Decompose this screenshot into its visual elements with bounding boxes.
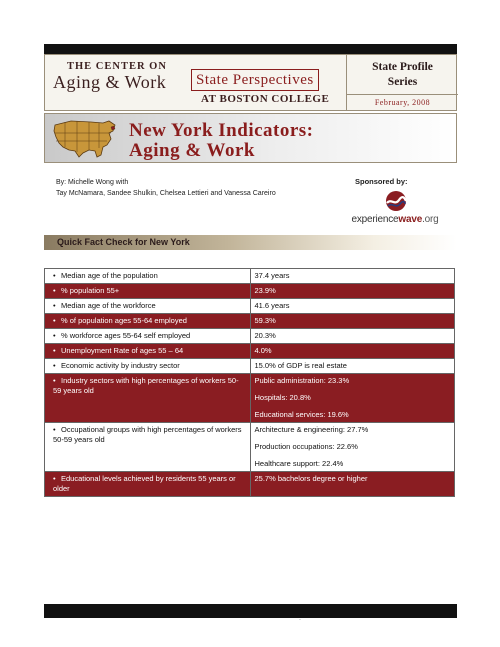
fact-label: Educational levels achieved by residents 55 years or older [53, 474, 236, 493]
fact-value: 25.7% bachelors degree or higher [254, 474, 368, 483]
fact-value-cell [250, 299, 455, 314]
bullet-icon: • [53, 331, 56, 340]
fact-label: % workforce ages 55-64 self employed [61, 331, 191, 340]
fact-label: Economic activity by industry sector [61, 361, 180, 370]
fact-value-cell [250, 284, 455, 299]
fact-value: Educational services: 19.6% [254, 410, 349, 419]
fact-value: Healthcare support: 22.4% [254, 459, 344, 468]
table-row [45, 423, 455, 472]
bullet-icon: • [53, 301, 56, 310]
fact-value: Hospitals: 20.8% [254, 393, 311, 402]
fact-label-cell [45, 472, 251, 497]
fact-value-cell [250, 329, 455, 344]
series-box [346, 54, 457, 111]
table-row [45, 374, 455, 423]
table-row [45, 299, 455, 314]
fact-value-cell [250, 359, 455, 374]
table-row [45, 344, 455, 359]
fact-label: Median age of the workforce [61, 301, 156, 310]
logo-line3: AT BOSTON COLLEGE [201, 93, 330, 105]
sponsor-wordmark: experiencewave.org [351, 214, 439, 225]
table-row [45, 284, 455, 299]
fact-label: % of population ages 55-64 employed [61, 316, 187, 325]
table-row [45, 329, 455, 344]
fact-value-cell [250, 269, 455, 284]
center-logo [45, 55, 345, 110]
fact-label-cell [45, 269, 251, 284]
fact-label: % population 55+ [61, 286, 120, 295]
bullet-icon: • [53, 361, 56, 370]
title-banner [44, 113, 457, 163]
table-row [45, 314, 455, 329]
fact-value-cell [250, 374, 455, 423]
fact-label-cell [45, 344, 251, 359]
bullet-icon: • [53, 316, 56, 325]
fact-label: Industry sectors with high percentages of workers 50-59 years old [53, 376, 239, 395]
page-marker: · [299, 617, 301, 623]
table-row [45, 359, 455, 374]
author-line2: Tay McNamara, Sandee Shulkin, Chelsea Lettieri and Vanessa Careiro [56, 190, 276, 197]
fact-value: 15.0% of GDP is real estate [254, 361, 347, 370]
fact-label-cell [45, 284, 251, 299]
quick-facts-body [45, 269, 455, 497]
fact-value: 23.9% [254, 286, 276, 295]
fact-value: Public administration: 23.3% [254, 376, 350, 385]
fact-label-cell [45, 329, 251, 344]
top-rule [44, 44, 457, 54]
fact-value-cell [250, 314, 455, 329]
series-divider [347, 94, 458, 95]
wave-logo-icon [385, 190, 407, 212]
page-title-line2: Aging & Work [129, 140, 256, 161]
quick-facts-table [44, 268, 455, 497]
fact-label-cell [45, 374, 251, 423]
logo-state-perspectives: State Perspectives [191, 69, 319, 91]
logo-line1: THE CENTER ON [67, 61, 167, 72]
bullet-icon: • [53, 474, 56, 483]
fact-value: Architecture & engineering: 27.7% [254, 425, 369, 434]
logo-line2: Aging & Work [53, 72, 167, 92]
fact-label-cell [45, 314, 251, 329]
fact-value-cell [250, 472, 455, 497]
section-header-bar [44, 235, 457, 250]
sponsor-label: Sponsored by: [355, 177, 408, 186]
fact-label-cell [45, 299, 251, 314]
fact-value: 37.4 years [254, 271, 290, 280]
fact-value: Production occupations: 22.6% [254, 442, 358, 451]
fact-label: Occupational groups with high percentages of workers 50-59 years old [53, 425, 242, 444]
fact-value-cell [250, 344, 455, 359]
bullet-icon: • [53, 271, 56, 280]
us-map-icon [51, 117, 119, 161]
page-title-line1: New York Indicators: [129, 120, 314, 141]
sponsor-logo[interactable] [345, 190, 445, 230]
bullet-icon: • [53, 286, 56, 295]
fact-value: 4.0% [254, 346, 272, 355]
bottom-rule [44, 604, 457, 618]
author-line1: By: Michelle Wong with [56, 179, 129, 186]
section-title: Quick Fact Check for New York [57, 237, 190, 247]
header-banner [44, 54, 457, 111]
series-title: State Profile Series [372, 61, 433, 88]
fact-label: Unemployment Rate of ages 55 – 64 [61, 346, 184, 355]
publication-date: February, 2008 [374, 98, 431, 107]
fact-label: Median age of the population [61, 271, 158, 280]
fact-value: 20.3% [254, 331, 276, 340]
bullet-icon: • [53, 346, 56, 355]
bullet-icon: • [53, 376, 56, 385]
author-credits [56, 177, 276, 199]
table-row [45, 269, 455, 284]
fact-value-cell [250, 423, 455, 472]
fact-label-cell [45, 359, 251, 374]
fact-label-cell [45, 423, 251, 472]
table-row [45, 472, 455, 497]
fact-value: 41.6 years [254, 301, 290, 310]
bullet-icon: • [53, 425, 56, 434]
fact-value: 59.3% [254, 316, 276, 325]
